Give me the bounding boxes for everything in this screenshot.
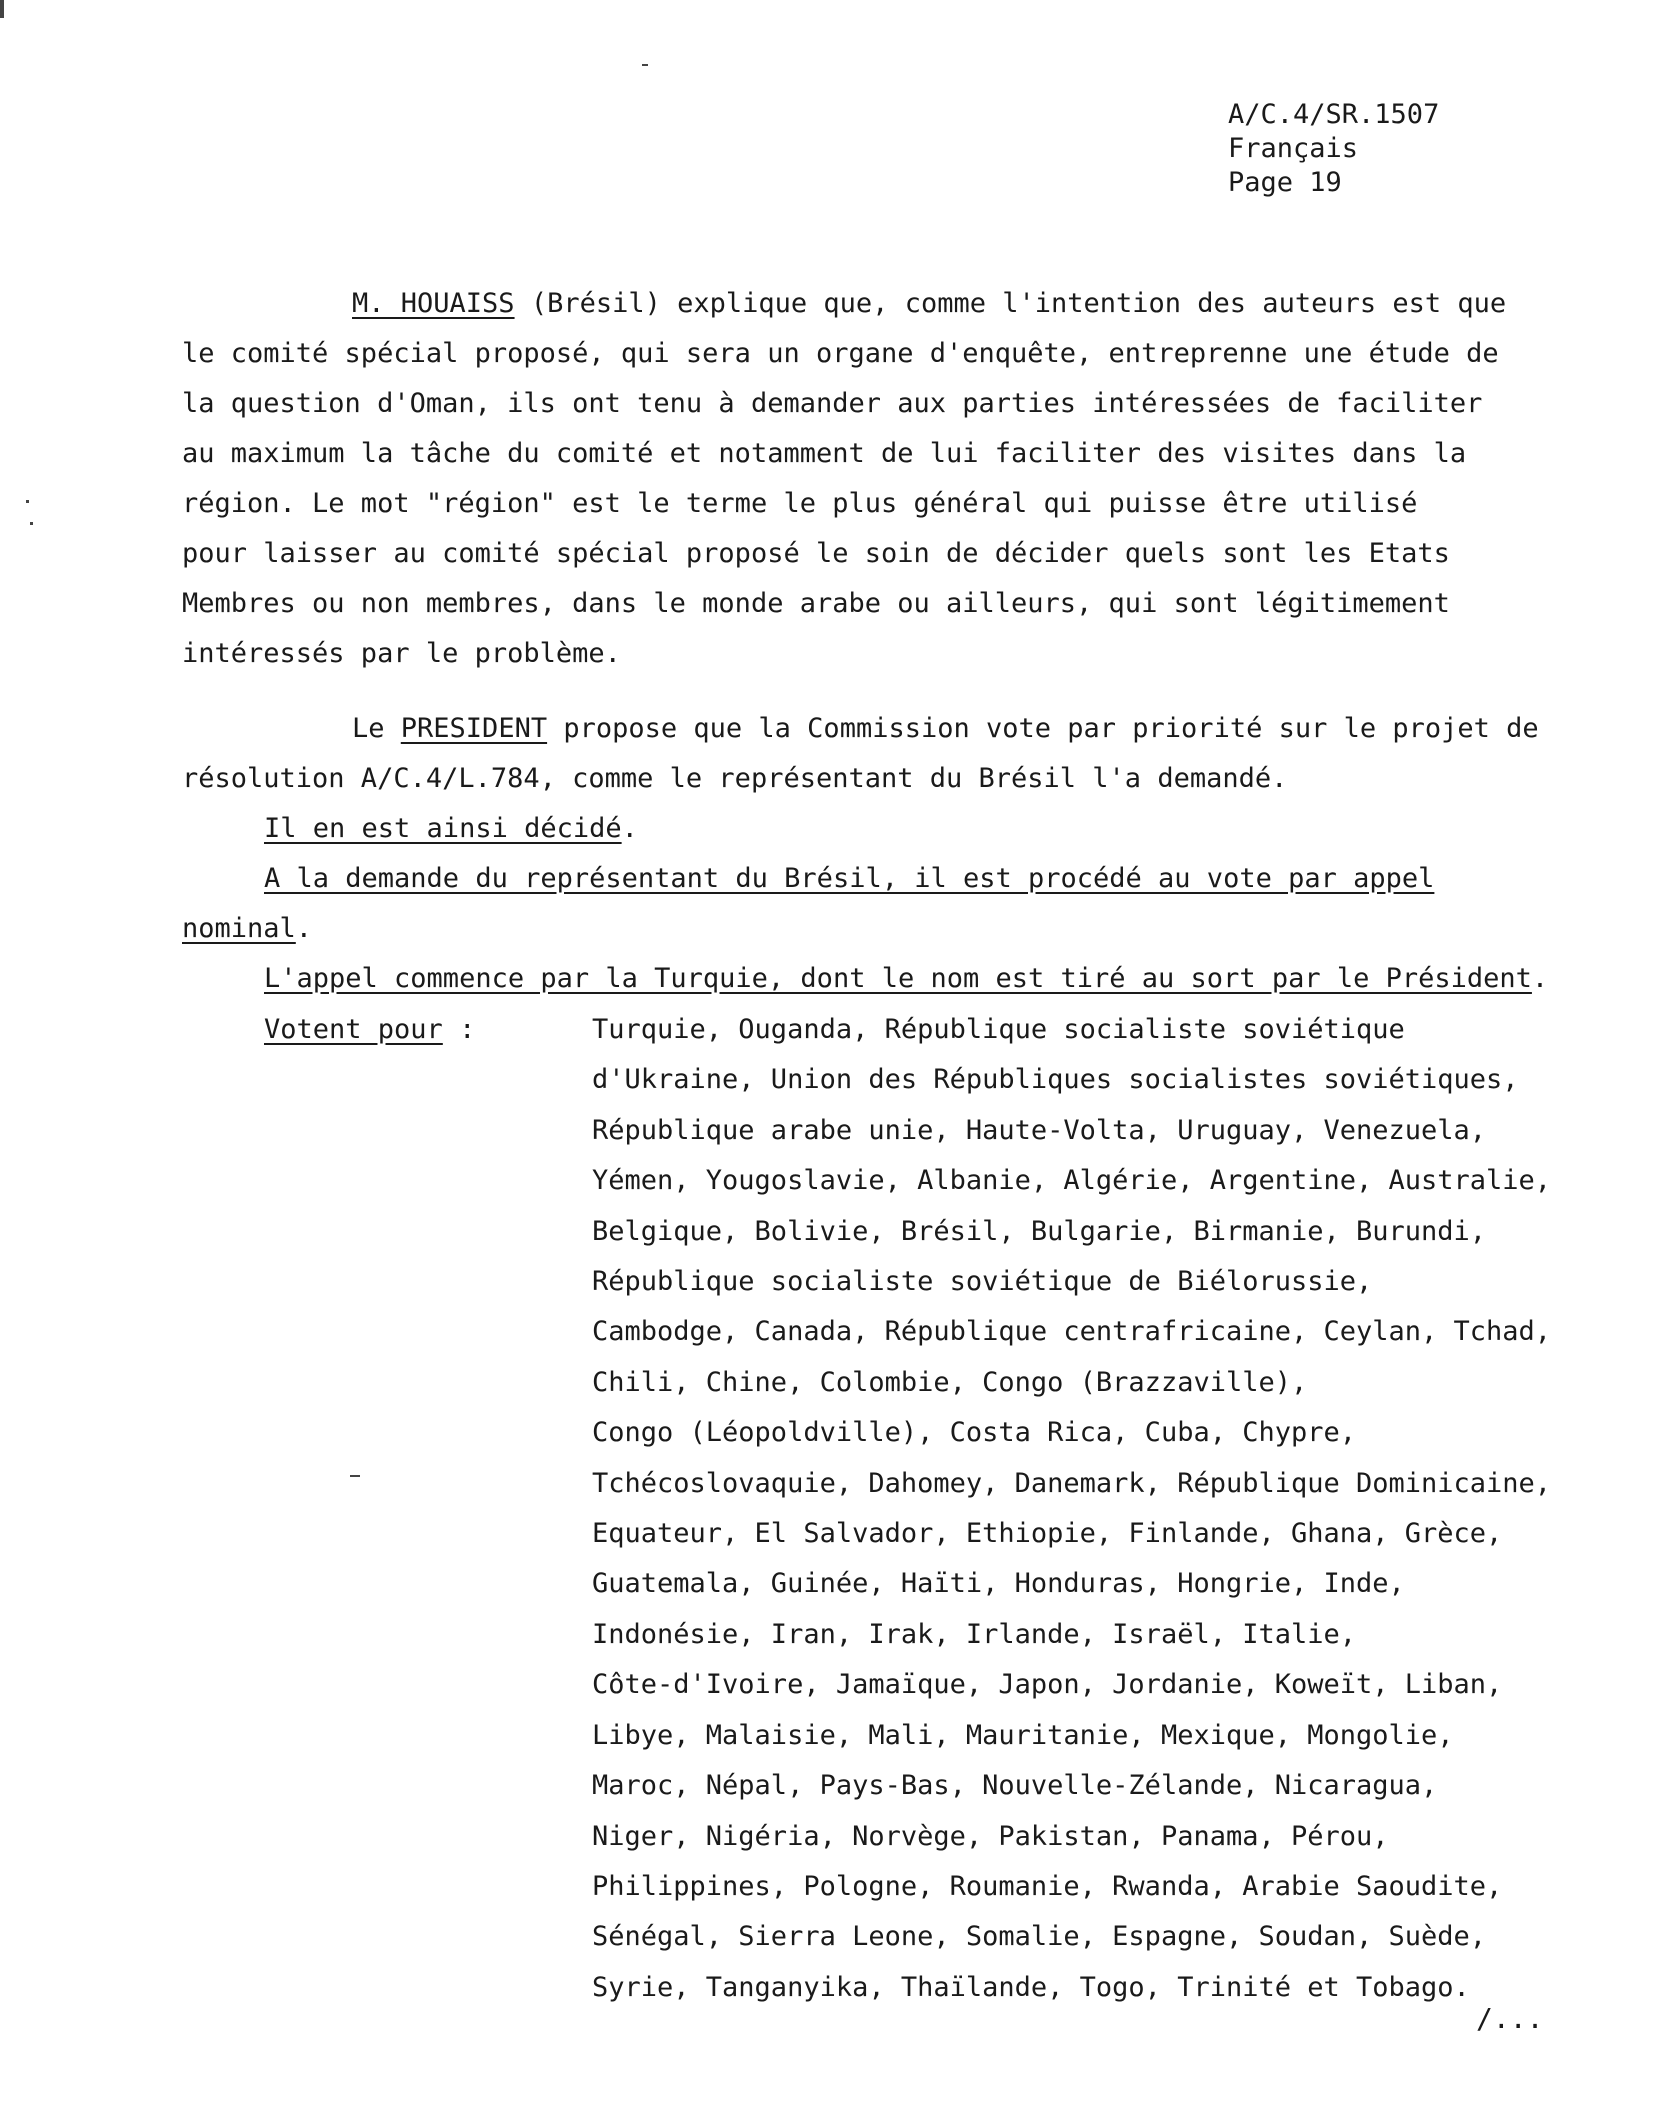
country-list-line: Chili, Chine, Colombie, Congo (Brazzaville), (592, 1366, 1308, 1398)
votes-for-label: Votent pour : (264, 1014, 476, 1045)
paragraph-line: résolution A/C.4/L.784, comme le représentant du Brésil l'a demandé. (182, 763, 1288, 794)
country-list-line: République socialiste soviétique de Biélorussie, (592, 1266, 1373, 1298)
country-list-line: Niger, Nigéria, Norvège, Pakistan, Panama, Pérou, (592, 1820, 1389, 1852)
document-language: Français (1228, 133, 1359, 164)
country-list-line: Libye, Malaisie, Mali, Mauritanie, Mexique, Mongolie, (592, 1719, 1454, 1751)
paragraph-line: M. HOUAISS (Brésil) explique que, comme l'intention des auteurs est que (352, 288, 1507, 319)
country-list-line: d'Ukraine, Union des Républiques socialistes soviétiques, (592, 1064, 1519, 1096)
paragraph-line: pour laisser au comité spécial proposé le soin de décider quels sont les Etats (182, 538, 1450, 569)
country-list-line: République arabe unie, Haute-Volta, Uruguay, Venezuela, (592, 1114, 1487, 1146)
rollcall-start-line: L'appel commence par la Turquie, dont le nom est tiré au sort par le Président. (264, 963, 1549, 994)
document-symbol: A/C.4/SR.1507 (1228, 99, 1440, 130)
country-list-line: Congo (Léopoldville), Costa Rica, Cuba, Chypre, (592, 1417, 1357, 1449)
paragraph-houaiss (182, 279, 1582, 679)
country-list-line: Guatemala, Guinée, Haïti, Honduras, Hongrie, Inde, (592, 1568, 1405, 1600)
scan-speck (642, 64, 648, 66)
continuation-mark: /... (1476, 2002, 1544, 2035)
page-number: Page 19 (1228, 167, 1342, 198)
paragraph-line: la question d'Oman, ils ont tenu à demander aux parties intéressées de faciliter (182, 388, 1483, 419)
decision-line: Il en est ainsi décidé. (264, 813, 638, 844)
speaker-name: M. HOUAISS (352, 288, 515, 319)
paragraph-line: Membres ou non membres, dans le monde arabe ou ailleurs, qui sont légitimement (182, 588, 1450, 619)
country-list-line: Indonésie, Iran, Irak, Irlande, Israël, Italie, (592, 1618, 1357, 1650)
country-list-line: Cambodge, Canada, République centrafricaine, Ceylan, Tchad, (592, 1316, 1552, 1348)
paragraph-president (182, 704, 1582, 1004)
document-header (1228, 98, 1439, 200)
paragraph-line: Le PRESIDENT propose que la Commission vote par priorité sur le projet de (352, 713, 1539, 744)
country-list-line: Syrie, Tanganyika, Thaïlande, Togo, Trinité et Tobago. (592, 1971, 1470, 2003)
country-list-line: Yémen, Yougoslavie, Albanie, Algérie, Argentine, Australie, (592, 1165, 1552, 1197)
scan-speck (350, 1475, 360, 1477)
scan-speck (0, 0, 4, 18)
country-list-line: Turquie, Ouganda, République socialiste soviétique (592, 1014, 1405, 1045)
scan-speck (30, 522, 33, 525)
paragraph-line: intéressés par le problème. (182, 638, 621, 669)
country-list-line: Côte-d'Ivoire, Jamaïque, Japon, Jordanie, Koweït, Liban, (592, 1669, 1503, 1701)
country-list-line: Maroc, Népal, Pays-Bas, Nouvelle-Zélande, Nicaragua, (592, 1770, 1438, 1802)
paragraph-line: au maximum la tâche du comité et notamment de lui faciliter des visites dans la (182, 438, 1467, 469)
rollcall-request-line: A la demande du représentant du Brésil, il est procédé au vote par appel (264, 863, 1435, 894)
country-list-line: Belgique, Bolivie, Brésil, Bulgarie, Birmanie, Burundi, (592, 1215, 1487, 1247)
paragraph-line: région. Le mot "région" est le terme le plus général qui puisse être utilisé (182, 488, 1418, 519)
country-list-line: Tchécoslovaquie, Dahomey, Danemark, République Dominicaine, (592, 1467, 1552, 1499)
paragraph-line: le comité spécial proposé, qui sera un organe d'enquête, entreprenne une étude de (182, 338, 1499, 369)
country-list-line: Equateur, El Salvador, Ethiopie, Finlande, Ghana, Grèce, (592, 1518, 1503, 1550)
country-list-line: Sénégal, Sierra Leone, Somalie, Espagne, Soudan, Suède, (592, 1921, 1487, 1953)
scan-speck (26, 500, 29, 503)
rollcall-request-line: nominal. (182, 913, 313, 944)
speaker-name: PRESIDENT (400, 713, 548, 744)
country-list-line: Philippines, Pologne, Roumanie, Rwanda, Arabie Saoudite, (592, 1870, 1503, 1902)
votes-for-list (592, 1005, 1551, 2013)
